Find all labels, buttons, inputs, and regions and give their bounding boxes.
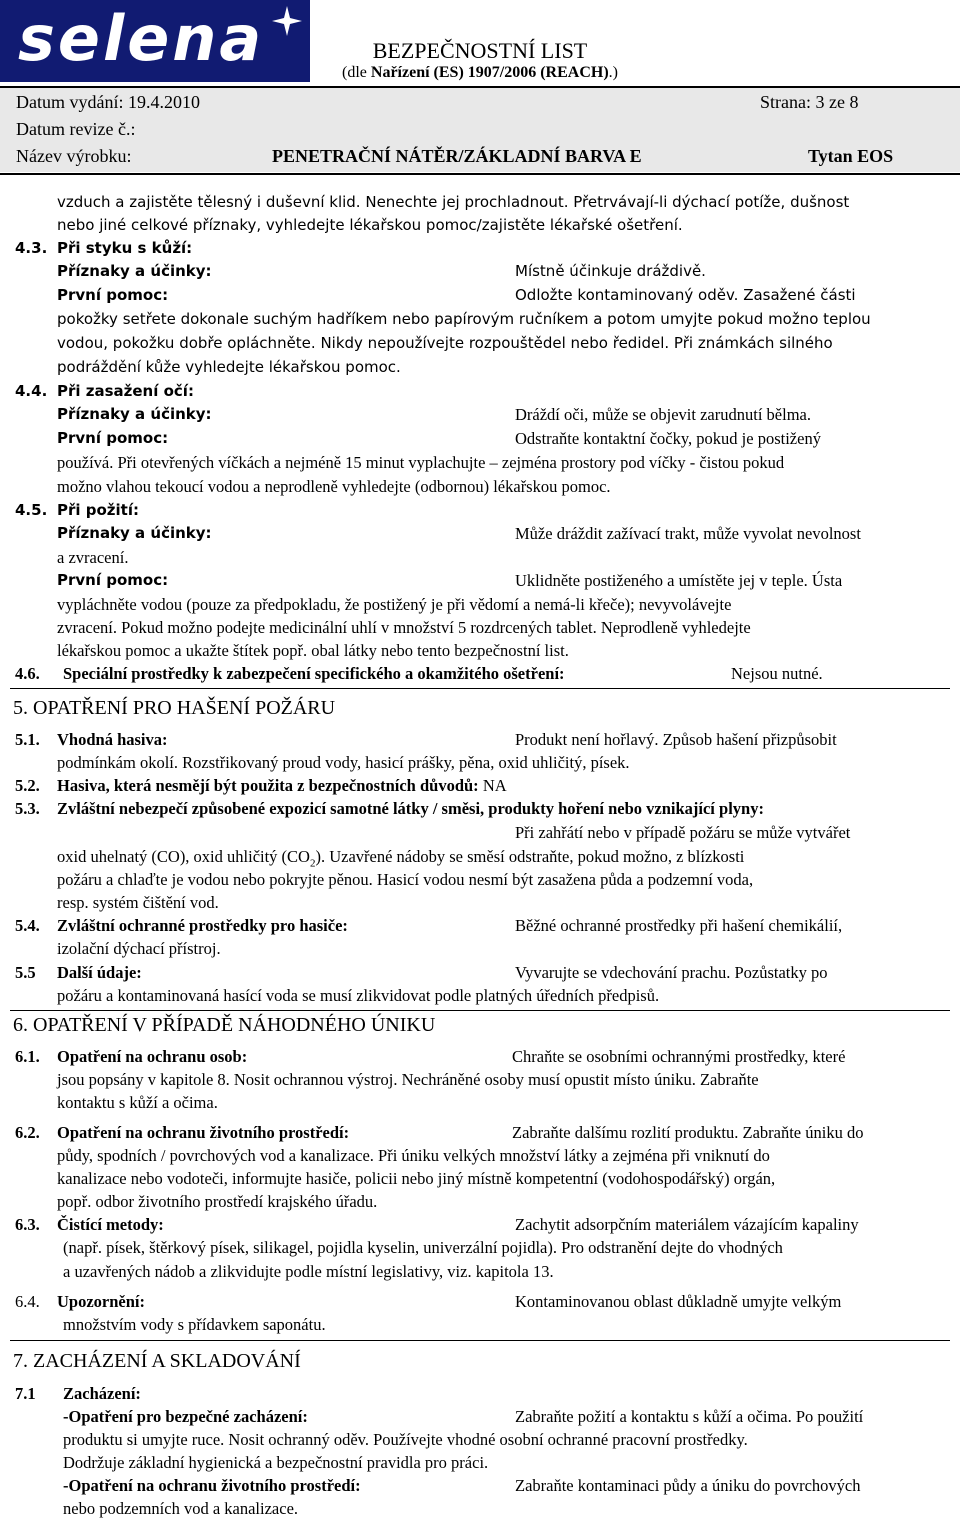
field-value: Produkt není hořlavý. Způsob hašení přizpůsobit	[515, 730, 837, 749]
section-number: 5.5	[15, 963, 36, 982]
section-number: 4.4.	[15, 382, 48, 400]
field-label: První pomoc:	[57, 286, 169, 304]
field-value: Zabraňte dalšímu rozlití produktu. Zabraňte úniku do	[512, 1123, 864, 1142]
field-value: Dráždí oči, může se objevit zarudnutí bělma.	[515, 405, 811, 424]
text-line: vypláchněte vodou (pouze za předpokladu, že postižený je při vědomí a nemá-li křeče); nevyvolávejte	[57, 595, 732, 614]
text-line: používá. Při otevřených víčkách a nejméně 15 minut vyplachujte – zejména prostory pod víčky - čistou pokud	[57, 453, 785, 472]
subsection-title: -Opatření na ochranu životního prostředí:	[63, 1476, 361, 1495]
section-divider	[10, 1340, 950, 1341]
text-line: popř. odbor životního prostředí krajského úřadu.	[57, 1192, 378, 1211]
subsection-title: -Opatření pro bezpečné zacházení:	[63, 1407, 308, 1426]
field-value: Odstraňte kontaktní čočky, pokud je postižený	[515, 429, 821, 448]
section-title: Vhodná hasiva:	[57, 730, 168, 749]
text-line: podmínkám okolí. Rozstřikovaný proud vody, hasicí prášky, pěna, oxid uhličitý, písek.	[57, 753, 630, 772]
text-line: množstvím vody s přídavkem saponátu.	[63, 1315, 326, 1334]
text-line: požáru a kontaminovaná hasící voda se musí zlikvidovat podle platných úředních předpisů.	[57, 986, 660, 1005]
section-title: Zacházení:	[63, 1384, 141, 1403]
section-heading: 6. OPATŘENÍ V PŘÍPADĚ NÁHODNÉHO ÚNIKU	[13, 1014, 436, 1036]
logo-text: selena	[18, 2, 265, 75]
document-title: BEZPEČNOSTNÍ LIST	[372, 38, 588, 63]
text-line: požáru a chlaďte je vodou nebo pokryjte pěnou. Hasicí vodou nesmí být zasažena půda a podzemní voda,	[57, 870, 754, 889]
text-line: lékařskou pomoc a ukažte štítek popř. obal látky nebo tento bezpečnostní list.	[57, 641, 569, 660]
airplane-icon	[270, 4, 304, 38]
text-line: vzduch a zajistěte tělesný i duševní klid. Nenechte jej prochladnout. Přetrvávají-li dýchací potíže, dušnost	[57, 193, 850, 211]
field-value: Chraňte se osobními ochrannými prostředky, které	[512, 1047, 846, 1066]
field-value: Uklidněte postiženého a umístěte jej v teple. Ústa	[515, 571, 843, 590]
field-value: Při zahřátí nebo v případě požáru se může vytvářet	[515, 823, 851, 842]
text-line: podráždění kůže vyhledejte lékařskou pomoc.	[57, 358, 401, 376]
text-line: resp. systém čištění vod.	[57, 893, 219, 912]
field-value: Může dráždit zažívací trakt, může vyvolat nevolnost	[515, 524, 861, 543]
field-label: První pomoc:	[57, 571, 169, 589]
section-line: Hasiva, která nesmějí být použita z bezpečnostních důvodů: NA	[57, 776, 507, 795]
section-number: 5.2.	[15, 776, 40, 795]
text-line: kanalizace nebo vodoteči, informujte hasiče, policii nebo jiný místně kompetentní (vodohospodářský) orgán,	[57, 1169, 776, 1188]
section-divider	[10, 688, 950, 689]
header-bottom-divider	[0, 173, 960, 175]
text-line: nebo jiné celkové příznaky, vyhledejte lékařskou pomoc/zajistěte lékařské ošetření.	[57, 216, 683, 234]
section-number: 4.5.	[15, 501, 48, 519]
section-title: Při požití:	[57, 501, 139, 519]
field-value: Vyvarujte se vdechování prachu. Pozůstatky po	[515, 963, 828, 982]
section-number: 5.4.	[15, 916, 40, 935]
text-line: kontaktu s kůží a očima.	[57, 1093, 218, 1112]
section-title: Upozornění:	[57, 1292, 145, 1311]
text-line: a zvracení.	[57, 548, 129, 567]
text-line: možno vlahou tekoucí vodou a neprodleně vyhledejte (odbornou) lékařskou pomoc.	[57, 477, 611, 496]
section-title: Opatření na ochranu životního prostředí:	[57, 1123, 350, 1142]
section-number: 6.4.	[15, 1292, 40, 1311]
product-name: PENETRAČNÍ NÁTĚR/ZÁKLADNÍ BARVA E	[272, 146, 642, 166]
field-value: Kontaminovanou oblast důkladně umyjte velkým	[515, 1292, 842, 1311]
section-number: 6.1.	[15, 1047, 40, 1066]
section-number: 6.3.	[15, 1215, 40, 1234]
section-title: Při styku s kůží:	[57, 239, 193, 257]
section-number: 6.2.	[15, 1123, 40, 1142]
field-value: Odložte kontaminovaný oděv. Zasažené části	[515, 286, 856, 304]
section-title: Zvláštní ochranné prostředky pro hasiče:	[57, 916, 348, 935]
field-value: Místně účinkuje dráždivě.	[515, 262, 706, 280]
section-title: Zvláštní nebezpečí způsobené expozicí samotné látky / směsi, produkty hoření nebo vznikající plyny:	[57, 799, 764, 818]
section-title: Při zasažení očí:	[57, 382, 194, 400]
text-line: (např. písek, štěrkový písek, silikagel, pojidla kyselin, univerzální pojidla). Pro odstranění dejte do vhodných	[63, 1238, 783, 1257]
text-line: zvracení. Pokud možno podejte medicinální uhlí v množství 5 rozdrcených tablet. Neprodleně vyhledejte	[57, 618, 751, 637]
field-value: Zachytit adsorpčním materiálem vázajícím kapaliny	[515, 1215, 859, 1234]
text-line: a uzavřených nádob a zlikvidujte podle místní legislativy, viz. kapitola 13.	[63, 1262, 554, 1281]
field-value: Běžné ochranné prostředky při hašení chemikálií,	[515, 916, 843, 935]
section-heading: 5. OPATŘENÍ PRO HAŠENÍ POŽÁRU	[13, 697, 336, 719]
product-label: Název výrobku:	[16, 146, 132, 166]
page-number: Strana: 3 ze 8	[760, 92, 859, 112]
revision-date: Datum revize č.:	[16, 119, 136, 139]
section-title: Čistící metody:	[57, 1215, 164, 1234]
field-value: Zabraňte požití a kontaktu s kůží a očima. Po použití	[515, 1407, 864, 1426]
text-line: izolační dýchací přístroj.	[57, 939, 221, 958]
section-number: 7.1	[15, 1384, 36, 1403]
section-number: 5.3.	[15, 799, 40, 818]
section-number: 4.3.	[15, 239, 48, 257]
issue-date: Datum vydání: 19.4.2010	[16, 92, 200, 112]
text-line: oxid uhelnatý (CO), oxid uhličitý $(CO_2)$. Uzavřené nádoby se směsí odstraňte, pokud možno, z blízkosti	[57, 847, 745, 870]
section-title: Opatření na ochranu osob:	[57, 1047, 248, 1066]
text-line: půdy, spodních / povrchových vod a kanalizace. Při úniku velkých množství látky a zejména při vniknutí do	[57, 1146, 770, 1165]
section-heading: 7. ZACHÁZENÍ A SKLADOVÁNÍ	[13, 1350, 301, 1372]
text-line: pokožky setřete dokonale suchým hadříkem nebo papírovým ručníkem a potom umyjte pokud možno teplou	[57, 310, 871, 328]
text-line: jsou popsány v kapitole 8. Nosit ochrannou výstroj. Nechráněné osoby musí opustit místo úniku. Zabraňte	[57, 1070, 759, 1089]
field-value: Zabraňte kontaminaci půdy a úniku do povrchových	[515, 1476, 861, 1495]
header-info-bar	[0, 88, 960, 172]
section-number: 4.6.	[15, 664, 40, 683]
text-line: vodou, pokožku dobře opláchněte. Nikdy nepoužívejte rozpouštědel nebo ředidel. Při známkách silného	[57, 334, 833, 352]
page-header	[0, 0, 960, 175]
field-label: Příznaky a účinky:	[57, 262, 212, 280]
text-line: Dodržuje základní hygienická a bezpečnostní pravidla pro práci.	[63, 1453, 489, 1472]
section-number: 5.1.	[15, 730, 40, 749]
field-value: Nejsou nutné.	[731, 664, 823, 683]
text-line: nebo podzemních vod a kanalizace.	[63, 1499, 299, 1518]
section-title: Další údaje:	[57, 963, 142, 982]
field-label: Příznaky a účinky:	[57, 524, 212, 542]
document-subtitle: (dle Nařízení (ES) 1907/2006 (REACH).)	[342, 64, 618, 81]
text-line: produktu si umyjte ruce. Nosit ochranný oděv. Používejte vhodné osobní ochranné pracovní prostředky.	[63, 1430, 748, 1449]
section-divider	[10, 1010, 950, 1011]
field-label: Příznaky a účinky:	[57, 405, 212, 423]
company-logo	[0, 0, 310, 82]
section-title: Speciální prostředky k zabezpečení specifického a okamžitého ošetření:	[63, 664, 565, 683]
field-label: První pomoc:	[57, 429, 169, 447]
brand-name: Tytan EOS	[808, 146, 894, 166]
